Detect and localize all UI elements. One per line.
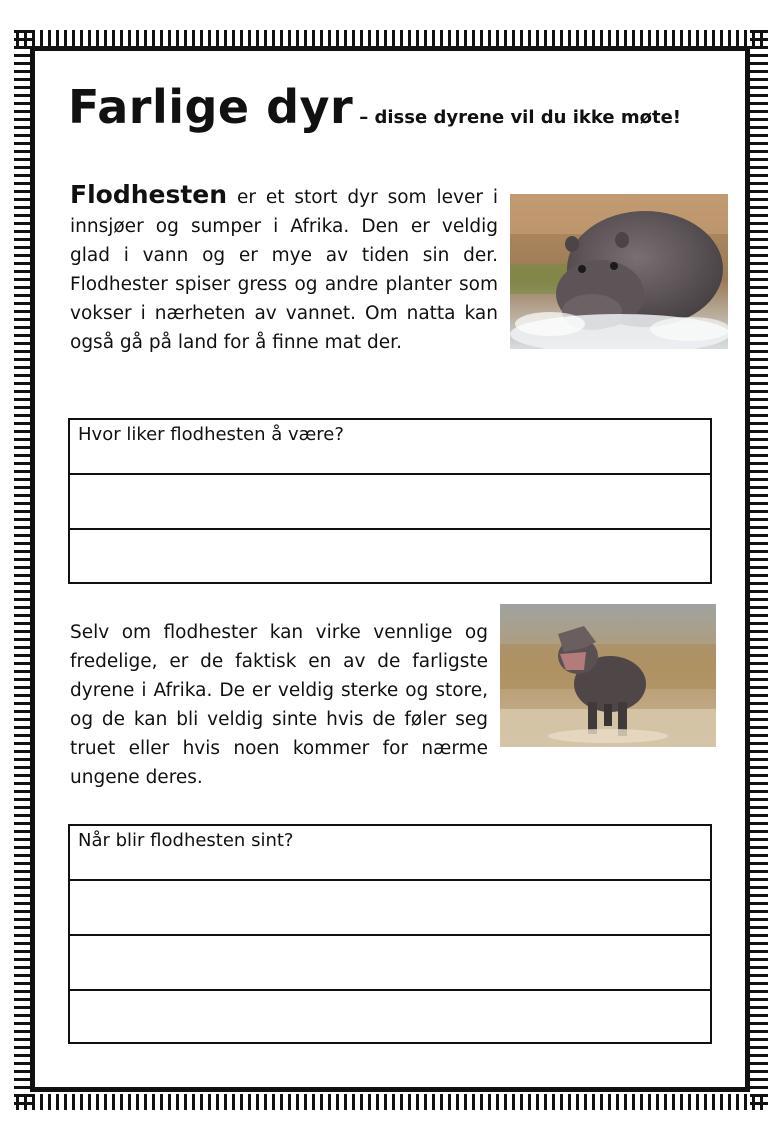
question-2: Når blir flodhesten sint? [78,830,294,851]
answer-line[interactable] [70,420,710,475]
lead-word: Flodhesten [70,180,228,209]
page-title [68,80,681,134]
hippo-charging-photo [500,604,716,747]
answer-box-2 [68,824,712,1044]
answer-line[interactable] [70,475,710,530]
answer-line[interactable] [70,530,710,585]
title-main: Farlige dyr [68,80,354,134]
title-subtitle: – disse dyrene vil du ikke møte! [359,107,682,128]
question-1: Hvor liker flodhesten å være? [78,424,344,445]
border-ticks-right [750,30,768,1110]
border-ticks-bottom [16,1094,766,1110]
hippo-intro-paragraph [70,180,498,357]
border-ticks-top [16,30,766,46]
answer-line[interactable] [70,826,710,881]
answer-line[interactable] [70,991,710,1046]
hippo-in-water-photo [510,194,728,349]
answer-line[interactable] [70,881,710,936]
hippo-danger-paragraph: Selv om flodhester kan virke vennlige og fredelige, er de faktisk en av de farligste dyrene i Afrika. De er veldig sterke og store, og de kan bli veldig sinte hvis de føler seg truet eller hvis noen kommer for nærme ungene deres. [70,622,488,788]
answer-line[interactable] [70,936,710,991]
intro-text: er et stort dyr som lever i innsjøer og sumper i Afrika. Den er veldig glad i vann og er mye av tiden sin der. Flodhester spiser gress og andre planter som vokser i nærheten av vannet. Om natta kan også gå på land for å finne mat der. [70,187,498,353]
answer-box-1 [68,418,712,584]
